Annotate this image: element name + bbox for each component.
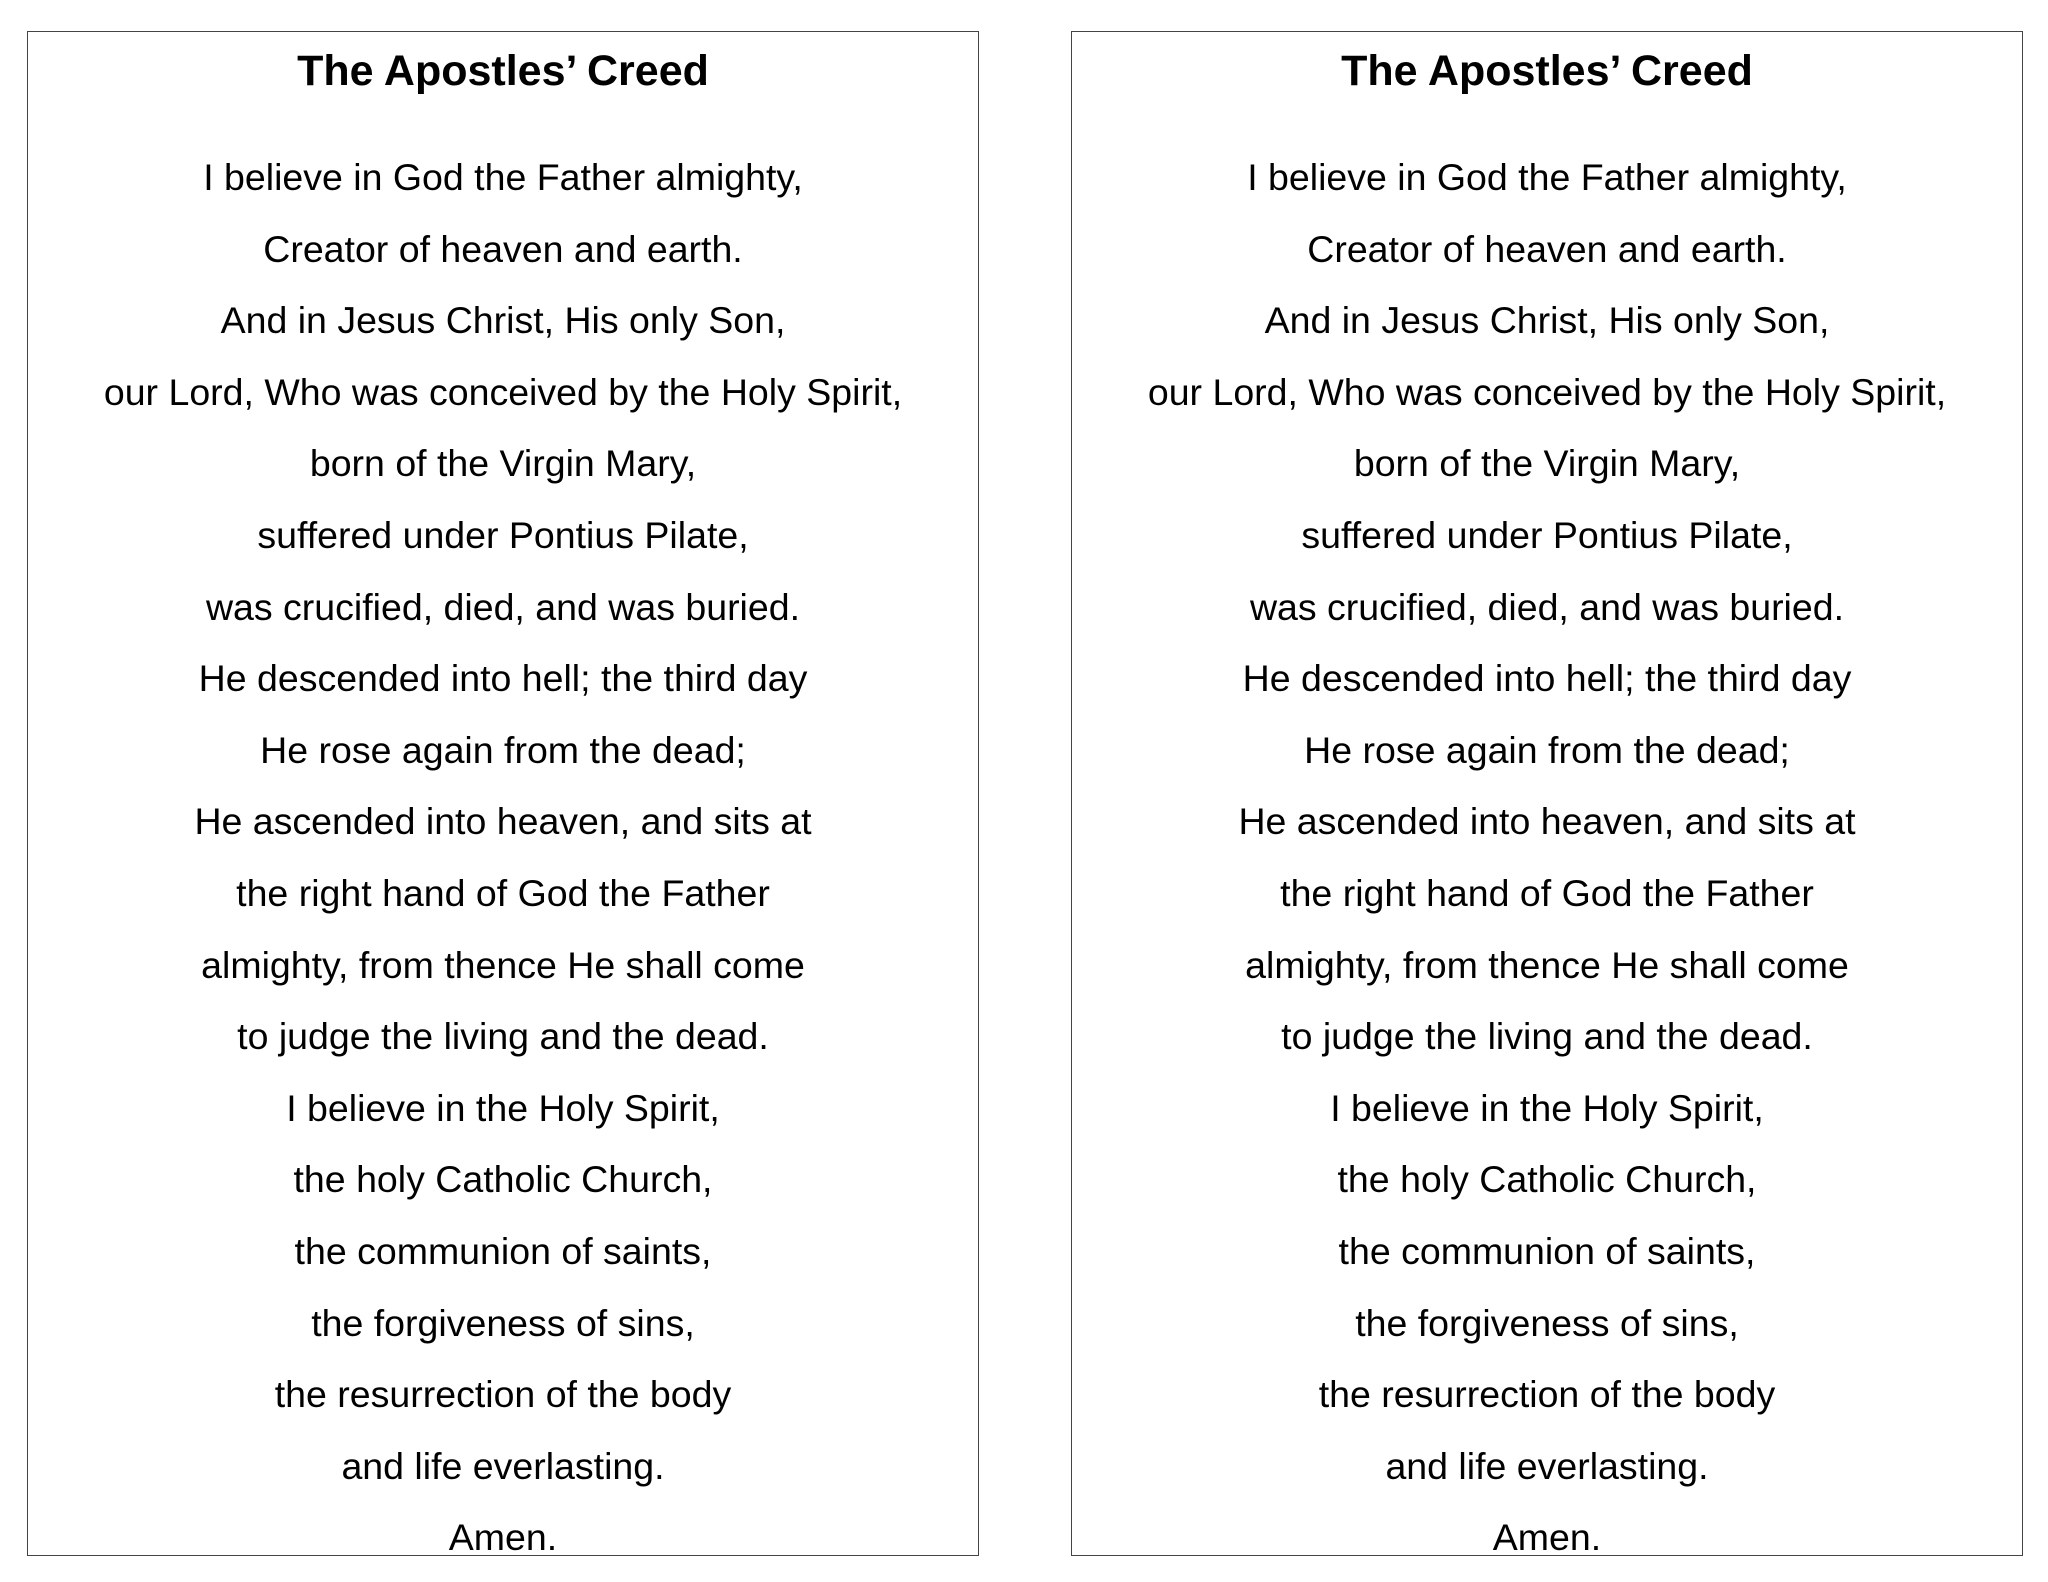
creed-line: the holy Catholic Church, [293,1158,713,1201]
creed-card-left [27,31,979,1559]
card-title: The Apostles’ Creed [297,47,709,95]
creed-line: was crucified, died, and was buried. [205,585,801,628]
creed-text [28,142,978,1574]
creed-line: to judge the living and the dead. [237,1015,769,1058]
creed-line: suffered under Pontius Pilate, [1301,513,1793,556]
creed-card-right [1071,31,2023,1559]
creed-line: Creator of heaven and earth. [263,227,743,270]
creed-line: I believe in the Holy Spirit, [1330,1086,1764,1129]
creed-line: I believe in the Holy Spirit, [286,1086,720,1129]
creed-line: I believe in God the Father almighty, [203,156,803,198]
creed-line: the resurrection of the body [274,1373,732,1416]
creed-line: almighty, from thence He shall come [201,943,805,986]
creed-line: and life everlasting. [1385,1444,1709,1487]
creed-line: born of the Virgin Mary, [1353,442,1741,485]
creed-line: He descended into hell; the third day [198,657,808,700]
creed-line: almighty, from thence He shall come [1245,943,1849,986]
creed-line: to judge the living and the dead. [1281,1015,1813,1058]
creed-line: our Lord, Who was conceived by the Holy Spirit, [1147,370,1947,413]
creed-line: and life everlasting. [341,1444,665,1487]
creed-line: He rose again from the dead; [260,728,746,771]
creed-line: the forgiveness of sins, [1355,1301,1739,1344]
creed-line: was crucified, died, and was buried. [1249,585,1845,628]
creed-line: suffered under Pontius Pilate, [257,513,749,556]
creed-line: He ascended into heaven, and sits at [1238,800,1856,843]
creed-text [1072,142,2022,1574]
creed-line: the holy Catholic Church, [1337,1158,1757,1201]
creed-line: the resurrection of the body [1318,1373,1776,1416]
creed-line: And in Jesus Christ, His only Son, [220,299,786,342]
creed-line: the communion of saints, [294,1229,712,1272]
creed-line: our Lord, Who was conceived by the Holy Spirit, [103,370,903,413]
card-title: The Apostles’ Creed [1341,47,1753,95]
creed-line: the forgiveness of sins, [311,1301,695,1344]
creed-line: I believe in God the Father almighty, [1247,156,1847,198]
creed-line: born of the Virgin Mary, [309,442,697,485]
creed-line: the communion of saints, [1338,1229,1756,1272]
creed-line: Amen. [1492,1516,1602,1559]
creed-line: the right hand of God the Father [1280,871,1814,914]
creed-line: He descended into hell; the third day [1242,657,1852,700]
creed-line: And in Jesus Christ, His only Son, [1264,299,1830,342]
creed-line: He ascended into heaven, and sits at [194,800,812,843]
creed-line: Creator of heaven and earth. [1307,227,1787,270]
creed-line: the right hand of God the Father [236,871,770,914]
creed-line: Amen. [448,1516,558,1559]
creed-line: He rose again from the dead; [1304,728,1790,771]
